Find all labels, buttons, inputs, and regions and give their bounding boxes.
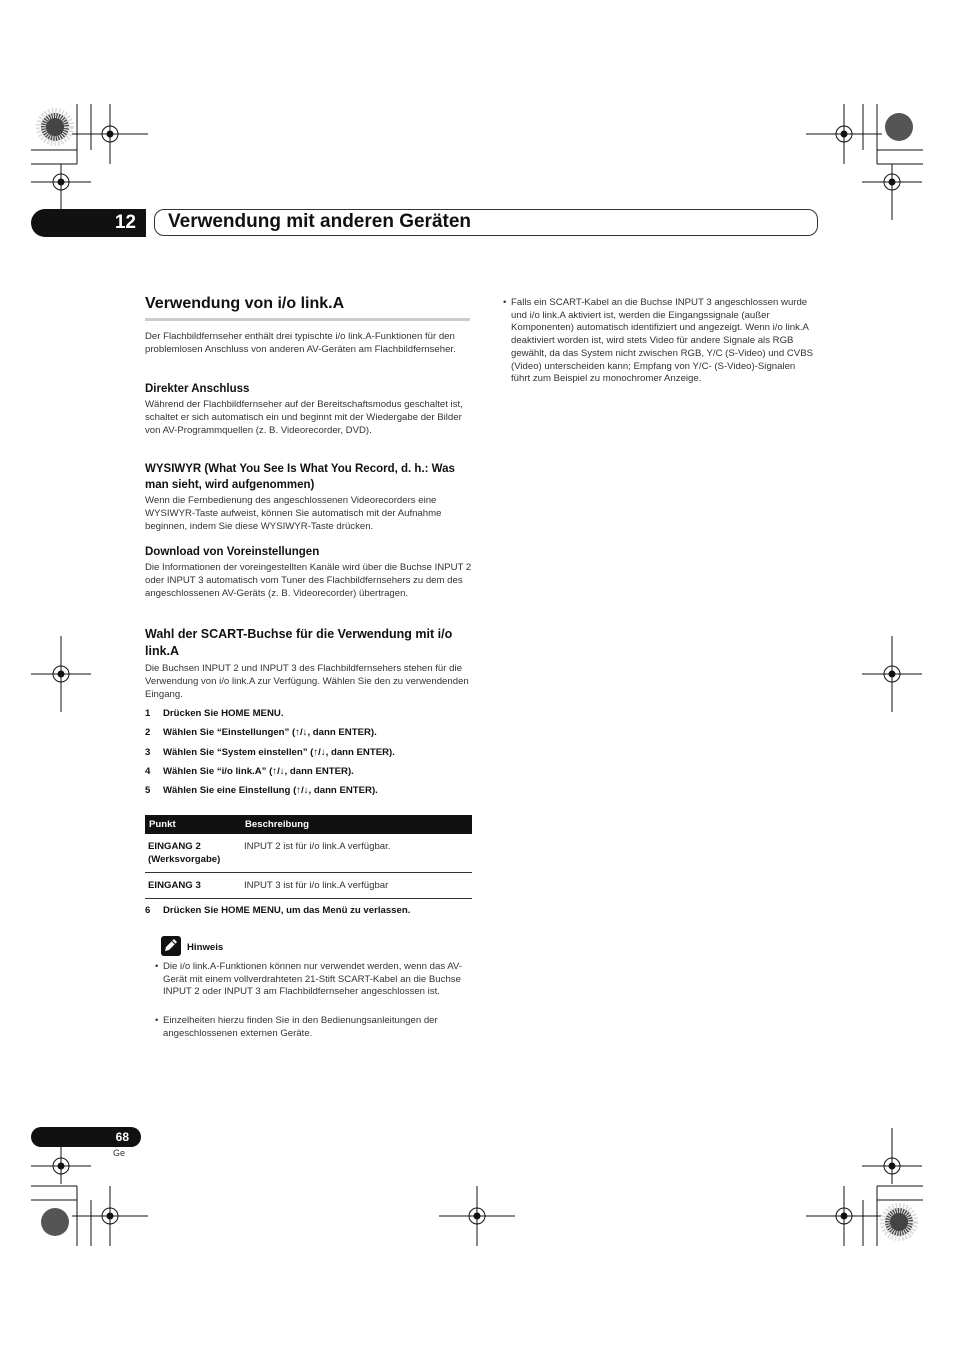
step-text-end: , dann ENTER). [325, 747, 395, 758]
table-cell-value: INPUT 3 ist für i/o link.A verfügbar [241, 873, 472, 899]
step-number: 6 [145, 905, 151, 916]
chapter-number: 12 [31, 209, 146, 237]
up-down-arrow-icon: ↑/↓ [272, 766, 285, 777]
note-text: Einzelheiten hierzu finden Sie in den Bedienungsanleitungen der angeschlossenen externen Geräte. [163, 1015, 438, 1039]
step-number: 4 [145, 766, 151, 777]
note-text: Die i/o link.A-Funktionen können nur verwendet werden, wenn das AV-Gerät mit einem vollverdrahteten 21-Stift SCART-Kabel an die Buchse INPUT 2 oder INPUT 3 am Flachbildfernseher angeschlossen ist. [163, 961, 462, 998]
table-cell-value: INPUT 2 ist für i/o link.A verfügbar. [241, 834, 472, 873]
direkter-anschluss-heading: Direkter Anschluss [145, 383, 250, 395]
step-text: Wählen Sie “System einstellen” ( [163, 747, 314, 758]
step-3 [145, 747, 395, 758]
step-text: Drücken Sie HOME MENU, um das Menü zu verlassen. [163, 905, 411, 916]
step-number: 3 [145, 747, 151, 758]
up-down-arrow-icon: ↑/↓ [296, 785, 309, 796]
table-header-beschreibung: Beschreibung [241, 815, 472, 834]
scart-heading: Wahl der SCART-Buchse für die Verwendung mit i/o link.A [145, 627, 453, 658]
step-text: Drücken Sie HOME MENU. [163, 708, 284, 719]
step-text-end: , dann ENTER). [307, 727, 377, 738]
step-4 [145, 766, 354, 777]
pencil-note-icon [161, 936, 181, 956]
step-text-end: , dann ENTER). [308, 785, 378, 796]
note-title: Hinweis [187, 942, 224, 953]
page-number: 68 [31, 1127, 141, 1147]
step-number: 2 [145, 727, 151, 738]
download-text: Die Informationen der voreingestellten Kanäle wird über die Buchse INPUT 2 oder INPUT 3 automatisch vom Tuner des Flachbildfernsehers zu dem des angeschlossenen AV-Geräts (z. B. Videorecorder) übertragen. [145, 562, 472, 599]
download-heading: Download von Voreinstellungen [145, 546, 320, 558]
step-text: Wählen Sie “i/o link.A” ( [163, 766, 273, 777]
step-text-end: , dann ENTER). [284, 766, 354, 777]
step-6 [145, 905, 410, 916]
table-cell-key: EINGANG 3 [145, 873, 241, 899]
right-bullet-text: Falls ein SCART-Kabel an die Buchse INPUT 3 angeschlossen wurde und i/o link.A aktiviert ist, werden die Eingangssignale (außer Komponenten) automatisch identifiziert und angezeigt. Wenn i/o link.A deaktiviert worden ist, wird stets Video für andere Signale als RGB gewählt, da das System nicht zwischen RGB, Y/C (S-Video) und CVBS (Video) unterscheiden kann; Empfang von Y/C- (S-Video)-Signalen führt zum Beispiel zu monochromer Anzeige. [511, 297, 813, 385]
chapter-title: Verwendung mit anderen Geräten [168, 211, 472, 232]
step-text: Wählen Sie “Einstellungen” ( [163, 727, 296, 738]
bullet-icon: • [155, 1015, 159, 1026]
table-row [145, 834, 472, 873]
note-item-1 [155, 961, 468, 999]
wysiwyr-text: Wenn die Fernbedienung des angeschlossenen Videorecorders eine WYSIWYR-Taste aufweist, können Sie automatisch mit der Aufnahme beginnen, indem Sie diese WYSIWYR-Taste drücken. [145, 495, 442, 532]
step-number: 1 [145, 708, 151, 719]
table-cell-key: EINGANG 2 (Werksvorgabe) [145, 834, 241, 873]
step-5 [145, 785, 378, 796]
note-item-2 [155, 1015, 468, 1040]
right-bullet-item [503, 297, 817, 386]
scart-text: Die Buchsen INPUT 2 und INPUT 3 des Flachbildfernsehers stehen für die Verwendung von i/o link.A zur Verfügung. Wählen Sie den zu verwendenden Eingang. [145, 663, 469, 700]
step-1 [145, 708, 283, 719]
page-language-code: Ge [113, 1148, 126, 1158]
table-header-punkt: Punkt [145, 815, 241, 834]
wysiwyr-heading: WYSIWYR (What You See Is What You Record, d. h.: Was man sieht, wird aufgenommen) [145, 463, 455, 491]
bullet-icon: • [503, 297, 507, 308]
intro-paragraph: Der Flachbildfernseher enthält drei typischte i/o link.A-Funktionen für den problemlosen Anschluss von anderen AV-Geräten am Flachbildfernseher. [145, 331, 456, 355]
up-down-arrow-icon: ↑/↓ [313, 747, 326, 758]
step-number: 5 [145, 785, 151, 796]
settings-table [145, 815, 472, 899]
bullet-icon: • [155, 961, 159, 972]
direkter-anschluss-text: Während der Flachbildfernseher auf der Bereitschaftsmodus geschaltet ist, schaltet er sich automatisch ein und beginnt mit der Wiedergabe der Bilder von AV-Programmquellen (z. B. Videorecorder, DVD). [145, 399, 463, 436]
section-title: Verwendung von i/o link.A [145, 295, 345, 312]
table-header-row [145, 815, 472, 834]
step-text: Wählen Sie eine Einstellung ( [163, 785, 297, 796]
section-title-rule [145, 318, 470, 321]
up-down-arrow-icon: ↑/↓ [295, 727, 308, 738]
step-2 [145, 727, 377, 738]
table-row [145, 873, 472, 899]
